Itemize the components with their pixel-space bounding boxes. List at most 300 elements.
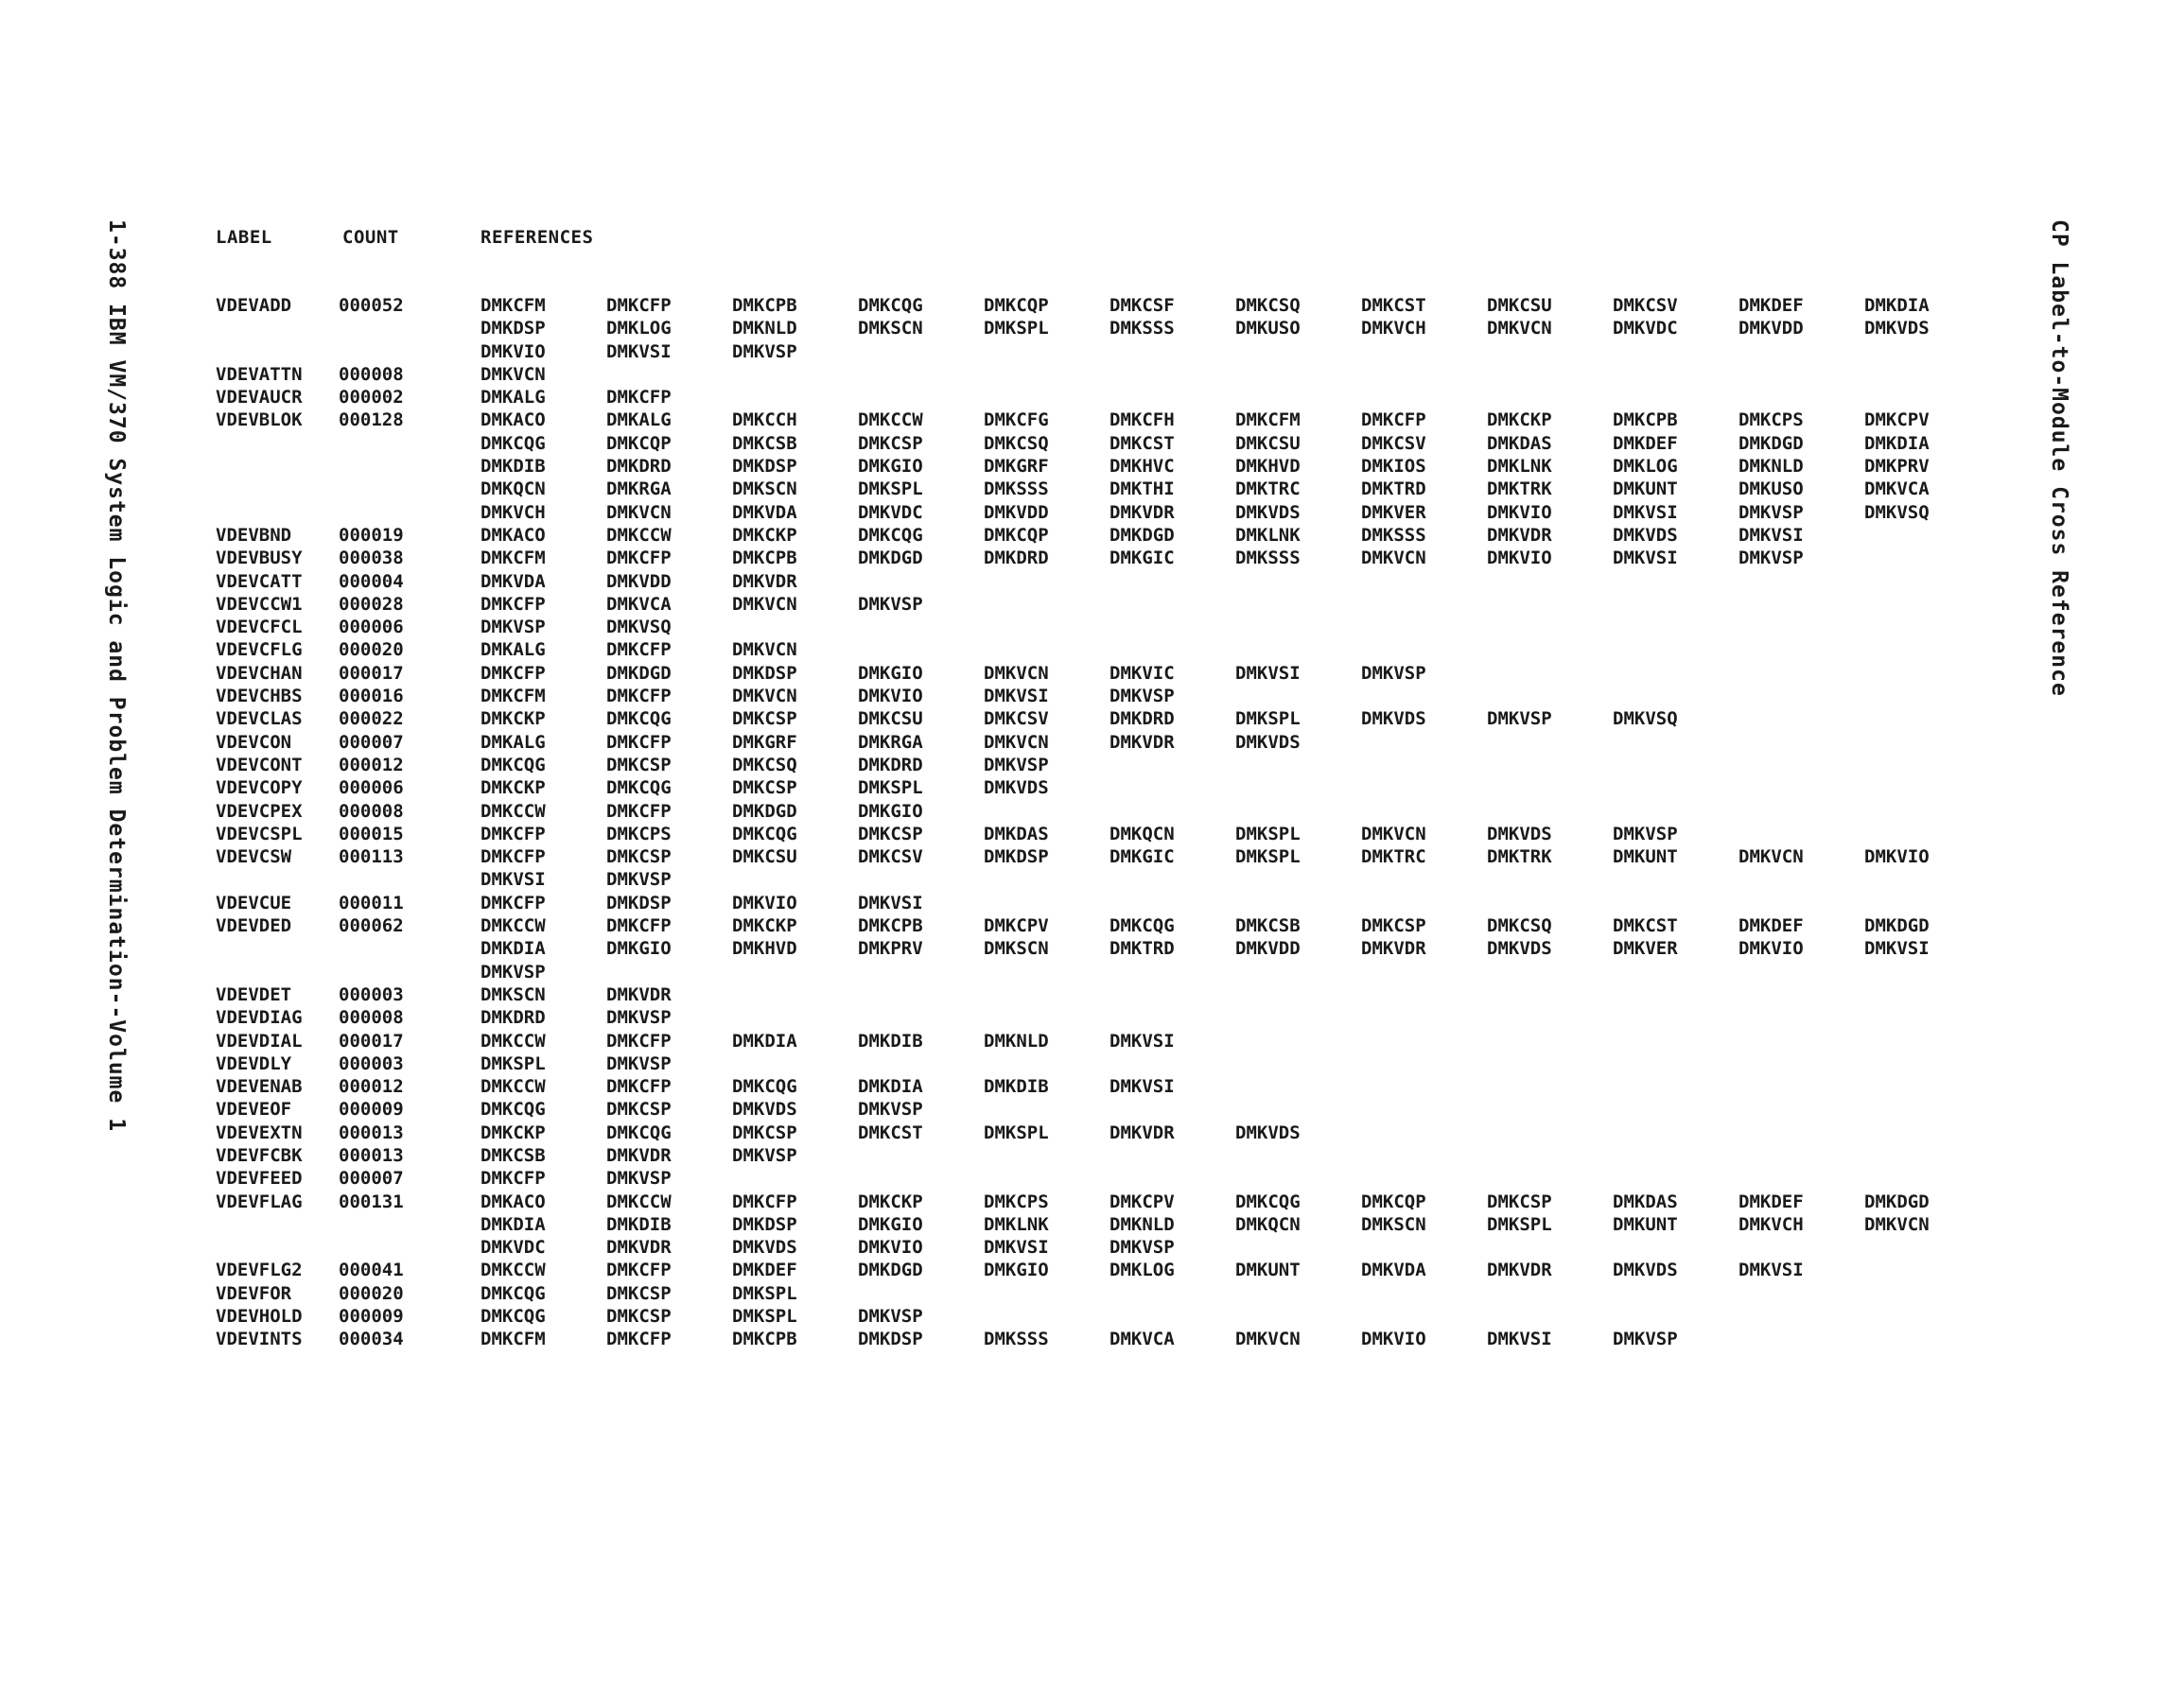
reference-module: DMKDIA (480, 938, 546, 960)
row-references (480, 1328, 1738, 1350)
reference-module: DMKVSQ (1864, 501, 1930, 523)
reference-module: DMKDSP (606, 892, 672, 913)
row-references (480, 294, 1990, 317)
reference-module: DMKVDR (1109, 731, 1175, 753)
reference-module: DMKGIC (1109, 548, 1175, 569)
table-row (216, 386, 1990, 409)
reference-module: DMKVCN (732, 593, 797, 615)
reference-module: DMKACO (480, 524, 546, 546)
table-row (216, 961, 1990, 983)
reference-module: DMKGIO (858, 800, 923, 822)
row-label: VDEVDIAG (216, 1007, 303, 1029)
row-label: VDEVCSW (216, 846, 292, 868)
row-label: VDEVINTS (216, 1329, 303, 1350)
reference-module: DMKCQG (858, 295, 923, 316)
row-count: 000011 (339, 892, 404, 913)
reference-module: DMKCCW (480, 1030, 546, 1052)
row-count: 000131 (339, 1191, 404, 1212)
reference-module: DMKVIO (1487, 548, 1552, 569)
reference-module: DMKCPS (984, 1191, 1049, 1212)
reference-module: DMKVIO (858, 1237, 923, 1259)
row-label (216, 501, 339, 524)
reference-module: DMKCSP (606, 754, 672, 775)
reference-module: DMKVDR (606, 983, 672, 1005)
table-row (216, 1098, 1990, 1121)
cross-reference-table (216, 294, 1990, 1351)
reference-module: DMKTRD (1109, 938, 1175, 960)
reference-module: DMKCFP (480, 593, 546, 615)
reference-module: DMKCQG (1235, 1191, 1301, 1212)
reference-module: DMKCPB (732, 295, 797, 316)
right-margin-title: CP Label-to-Module Cross Reference (2047, 219, 2071, 697)
reference-module: DMKCCW (480, 915, 546, 937)
reference-module: DMKDIA (1864, 295, 1930, 316)
row-label (216, 961, 339, 983)
row-references (480, 1075, 1235, 1098)
reference-module: DMKVSP (984, 754, 1049, 775)
reference-module: DMKVDR (606, 1144, 672, 1166)
reference-module: DMKVDS (1235, 731, 1301, 753)
reference-module: DMKCST (1613, 915, 1678, 937)
row-count (339, 1213, 480, 1236)
row-count: 000038 (339, 548, 404, 569)
row-label: VDEVCONT (216, 754, 303, 775)
reference-module: DMKCFM (480, 548, 546, 569)
reference-module: DMKVSI (1864, 938, 1930, 960)
reference-module: DMKVER (1361, 501, 1426, 523)
reference-module: DMKCQG (732, 823, 797, 844)
table-row (216, 524, 1990, 547)
reference-module: DMKVSI (1109, 1030, 1175, 1052)
row-label (216, 868, 339, 891)
reference-module: DMKSCN (984, 938, 1049, 960)
row-label: VDEVDED (216, 915, 292, 937)
row-references (480, 1052, 732, 1075)
reference-module: DMKCKP (480, 1122, 546, 1143)
reference-module: DMKVSI (1235, 662, 1301, 684)
reference-module: DMKVDS (732, 1099, 797, 1121)
reference-module: DMKQCN (1109, 823, 1175, 844)
reference-module: DMKVSI (1487, 1329, 1552, 1350)
table-row (216, 845, 1990, 868)
reference-module: DMKSCN (480, 983, 546, 1005)
left-margin-title: 1-388 IBM VM/370 System Logic and Problem Determination--Volume 1 (104, 219, 129, 1133)
table-row (216, 1259, 1990, 1281)
reference-module: DMKSPL (1487, 1213, 1552, 1235)
row-label: VDEVCPEX (216, 800, 303, 822)
reference-module: DMKVDA (480, 570, 546, 592)
reference-module: DMKVDS (1235, 501, 1301, 523)
reference-module: DMKNLD (984, 1030, 1049, 1052)
reference-module: DMKVCN (1235, 1329, 1301, 1350)
reference-module: DMKSCN (858, 318, 923, 339)
row-count: 000019 (339, 524, 404, 546)
reference-module: DMKCQP (984, 295, 1049, 316)
reference-module: DMKVSP (606, 1052, 672, 1074)
reference-module: DMKGRF (984, 456, 1049, 478)
table-row (216, 685, 1990, 707)
reference-module: DMKCKP (480, 777, 546, 799)
row-label: VDEVBND (216, 524, 292, 546)
reference-module: DMKTRC (1361, 846, 1426, 868)
reference-module: DMKCFP (606, 915, 672, 937)
reference-module: DMKCFP (606, 800, 672, 822)
row-references (480, 1098, 984, 1121)
reference-module: DMKTRK (1487, 846, 1552, 868)
reference-module: DMKVDC (480, 1237, 546, 1259)
reference-module: DMKVSP (606, 1007, 672, 1029)
row-references (480, 616, 732, 638)
reference-module: DMKVDS (1235, 1122, 1301, 1143)
reference-module: DMKVDS (1487, 938, 1552, 960)
reference-module: DMKCST (1361, 295, 1426, 316)
row-label: VDEVENAB (216, 1076, 303, 1098)
reference-module: DMKCSV (858, 846, 923, 868)
reference-module: DMKCPV (1109, 1191, 1175, 1212)
reference-module: DMKDGD (858, 1260, 923, 1281)
table-row (216, 294, 1990, 317)
table-row (216, 662, 1990, 685)
reference-module: DMKCPB (1613, 409, 1678, 431)
reference-module: DMKCQG (858, 524, 923, 546)
table-row (216, 1328, 1990, 1350)
row-label: VDEVATTN (216, 363, 303, 385)
row-label: VDEVCATT (216, 570, 303, 592)
row-label: VDEVDLY (216, 1052, 292, 1074)
row-references (480, 731, 1361, 754)
row-references (480, 363, 606, 386)
row-references (480, 638, 858, 661)
reference-module: DMKCSB (480, 1144, 546, 1166)
reference-module: DMKGIC (1109, 846, 1175, 868)
row-label: VDEVCFLG (216, 639, 303, 661)
table-row (216, 707, 1990, 730)
row-count: 000008 (339, 363, 404, 385)
reference-module: DMKDGD (1738, 432, 1804, 454)
reference-module: DMKCSP (858, 823, 923, 844)
reference-module: DMKCFP (606, 295, 672, 316)
reference-module: DMKVER (1613, 938, 1678, 960)
reference-module: DMKVIO (480, 340, 546, 362)
reference-module: DMKCPV (1864, 409, 1930, 431)
reference-module: DMKVCN (480, 363, 546, 385)
row-count: 000009 (339, 1099, 404, 1121)
reference-module: DMKVSQ (606, 617, 672, 638)
reference-module: DMKDIA (732, 1030, 797, 1052)
reference-module: DMKCSP (606, 1099, 672, 1121)
reference-module: DMKCQG (480, 1306, 546, 1328)
reference-module: DMKVDD (984, 501, 1049, 523)
row-references (480, 845, 1990, 868)
reference-module: DMKVSP (1738, 501, 1804, 523)
reference-module: DMKVDS (984, 777, 1049, 799)
row-count: 000062 (339, 915, 404, 937)
row-count: 000020 (339, 1282, 404, 1304)
reference-module: DMKVDA (1361, 1260, 1426, 1281)
reference-module: DMKCSV (1361, 432, 1426, 454)
header-references: REFERENCES (480, 227, 594, 248)
reference-module: DMKCQG (1109, 915, 1175, 937)
reference-module: DMKCQP (606, 432, 672, 454)
row-references (480, 1167, 732, 1190)
reference-module: DMKDSP (732, 456, 797, 478)
reference-module: DMKCFP (606, 686, 672, 707)
row-count (339, 868, 480, 891)
reference-module: DMKTRC (1235, 478, 1301, 500)
reference-module: DMKCSQ (1487, 915, 1552, 937)
reference-module: DMKVDS (1613, 524, 1678, 546)
row-references (480, 1305, 984, 1328)
table-row (216, 800, 1990, 823)
row-label: VDEVCLAS (216, 708, 303, 730)
row-count: 000003 (339, 983, 404, 1005)
row-count: 000015 (339, 823, 404, 844)
row-count: 000017 (339, 1030, 404, 1052)
reference-module: DMKCFP (480, 892, 546, 913)
table-row (216, 1030, 1990, 1052)
row-references (480, 1259, 1864, 1281)
reference-module: DMKVDS (1361, 708, 1426, 730)
row-label (216, 340, 339, 363)
reference-module: DMKSPL (732, 1282, 797, 1304)
reference-module: DMKVSP (858, 593, 923, 615)
reference-module: DMKVSP (732, 1144, 797, 1166)
row-label: VDEVCHAN (216, 662, 303, 684)
reference-module: DMKVCN (984, 731, 1049, 753)
row-label (216, 937, 339, 960)
reference-module: DMKHVD (732, 938, 797, 960)
table-row (216, 1191, 1990, 1213)
reference-module: DMKSSS (1109, 318, 1175, 339)
reference-module: DMKVCN (1864, 1213, 1930, 1235)
reference-module: DMKVDR (1487, 1260, 1552, 1281)
reference-module: DMKCQG (606, 708, 672, 730)
row-count (339, 432, 480, 455)
reference-module: DMKDRD (606, 456, 672, 478)
row-count (339, 1236, 480, 1259)
reference-module: DMKSPL (1235, 823, 1301, 844)
reference-module: DMKCQP (984, 524, 1049, 546)
reference-module: DMKVSI (984, 686, 1049, 707)
row-count (339, 501, 480, 524)
reference-module: DMKCKP (732, 524, 797, 546)
row-label: VDEVEOF (216, 1099, 292, 1121)
reference-module: DMKSPL (984, 318, 1049, 339)
reference-module: DMKCFH (1109, 409, 1175, 431)
reference-module: DMKVCA (606, 593, 672, 615)
reference-module: DMKGIO (858, 662, 923, 684)
row-references (480, 1122, 1361, 1144)
reference-module: DMKCFP (606, 387, 672, 409)
reference-module: DMKNLD (1109, 1213, 1175, 1235)
reference-module: DMKCCW (480, 1076, 546, 1098)
reference-module: DMKGIO (984, 1260, 1049, 1281)
table-row (216, 409, 1990, 431)
reference-module: DMKDIA (480, 1213, 546, 1235)
reference-module: DMKCSP (1487, 1191, 1552, 1212)
reference-module: DMKCSP (732, 708, 797, 730)
row-label: VDEVFOR (216, 1282, 292, 1304)
reference-module: DMKCSF (1109, 295, 1175, 316)
reference-module: DMKVSI (1613, 501, 1678, 523)
reference-module: DMKCQG (480, 1099, 546, 1121)
reference-module: DMKVSQ (1613, 708, 1678, 730)
reference-module: DMKSPL (480, 1052, 546, 1074)
row-references (480, 501, 1990, 524)
reference-module: DMKCFP (606, 731, 672, 753)
row-references (480, 914, 1990, 937)
header-label: LABEL (216, 227, 272, 248)
reference-module: DMKCSP (606, 846, 672, 868)
reference-module: DMKDEF (1738, 295, 1804, 316)
reference-module: DMKVCN (1361, 823, 1426, 844)
row-label: VDEVFLG2 (216, 1260, 303, 1281)
table-row (216, 547, 1990, 569)
reference-module: DMKSCN (1361, 1213, 1426, 1235)
table-row (216, 892, 1990, 914)
row-count: 000028 (339, 593, 404, 615)
table-row (216, 570, 1990, 593)
row-label (216, 1213, 339, 1236)
reference-module: DMKCFM (480, 1329, 546, 1350)
row-label (216, 1236, 339, 1259)
reference-module: DMKCCW (606, 1191, 672, 1212)
reference-module: DMKVDC (1613, 318, 1678, 339)
reference-module: DMKCFP (480, 823, 546, 844)
reference-module: DMKTHI (1109, 478, 1175, 500)
row-references (480, 1213, 1990, 1236)
table-row (216, 1236, 1990, 1259)
row-label: VDEVFLAG (216, 1191, 303, 1212)
reference-module: DMKDRD (1109, 708, 1175, 730)
row-references (480, 868, 732, 891)
reference-module: DMKCKP (858, 1191, 923, 1212)
reference-module: DMKDRD (480, 1007, 546, 1029)
reference-module: DMKVDS (732, 1237, 797, 1259)
reference-module: DMKDEF (1613, 432, 1678, 454)
reference-module: DMKVSP (480, 617, 546, 638)
reference-module: DMKCPB (732, 1329, 797, 1350)
table-row (216, 1213, 1990, 1236)
reference-module: DMKLNK (1487, 456, 1552, 478)
reference-module: DMKVSI (1738, 524, 1804, 546)
reference-module: DMKCFP (606, 639, 672, 661)
reference-module: DMKVDR (1361, 938, 1426, 960)
reference-module: DMKDEF (732, 1260, 797, 1281)
reference-module: DMKDSP (984, 846, 1049, 868)
row-references (480, 961, 606, 983)
row-references (480, 685, 1235, 707)
reference-module: DMKCSB (1235, 915, 1301, 937)
reference-module: DMKVIO (1361, 1329, 1426, 1350)
reference-module: DMKVCN (732, 686, 797, 707)
table-row (216, 363, 1990, 386)
reference-module: DMKGIO (606, 938, 672, 960)
row-label (216, 455, 339, 478)
reference-module: DMKLOG (1613, 456, 1678, 478)
reference-module: DMKCPS (606, 823, 672, 844)
reference-module: DMKDEF (1738, 1191, 1804, 1212)
reference-module: DMKVDR (732, 570, 797, 592)
reference-module: DMKDGD (1109, 524, 1175, 546)
reference-module: DMKQCN (1235, 1213, 1301, 1235)
table-row (216, 1144, 1990, 1167)
row-label: VDEVEXTN (216, 1122, 303, 1143)
reference-module: DMKCKP (732, 915, 797, 937)
reference-module: DMKCSQ (1235, 295, 1301, 316)
reference-module: DMKSPL (858, 777, 923, 799)
reference-module: DMKQCN (480, 478, 546, 500)
row-references (480, 1236, 1235, 1259)
row-count: 000016 (339, 686, 404, 707)
table-row (216, 501, 1990, 524)
reference-module: DMKVSP (480, 961, 546, 983)
reference-module: DMKCKP (480, 708, 546, 730)
table-row (216, 731, 1990, 754)
table-row (216, 868, 1990, 891)
table-row (216, 1282, 1990, 1305)
row-references (480, 776, 1109, 799)
reference-module: DMKVSI (984, 1237, 1049, 1259)
reference-module: DMKVCN (1738, 846, 1804, 868)
reference-module: DMKDSP (732, 1213, 797, 1235)
row-label: VDEVBLOK (216, 409, 303, 431)
row-label: VDEVDET (216, 983, 292, 1005)
reference-module: DMKUNT (1613, 1213, 1678, 1235)
row-count: 000007 (339, 731, 404, 753)
reference-module: DMKDAS (1613, 1191, 1678, 1212)
reference-module: DMKVSP (1738, 548, 1804, 569)
reference-module: DMKALG (480, 639, 546, 661)
reference-module: DMKVIC (1109, 662, 1175, 684)
reference-module: DMKACO (480, 1191, 546, 1212)
row-label: VDEVCSPL (216, 823, 303, 844)
reference-module: DMKDAS (984, 823, 1049, 844)
reference-module: DMKCQG (606, 1122, 672, 1143)
reference-module: DMKCKP (1487, 409, 1552, 431)
reference-module: DMKLNK (984, 1213, 1049, 1235)
reference-module: DMKCSP (858, 432, 923, 454)
reference-module: DMKVCA (1864, 478, 1930, 500)
table-row (216, 593, 1990, 616)
row-references (480, 1144, 858, 1167)
row-references (480, 754, 1109, 776)
reference-module: DMKVSI (858, 892, 923, 913)
reference-module: DMKCSQ (984, 432, 1049, 454)
reference-module: DMKLOG (1109, 1260, 1175, 1281)
row-references (480, 409, 1990, 431)
row-label: VDEVDIAL (216, 1030, 303, 1052)
reference-module: DMKVDC (858, 501, 923, 523)
reference-module: DMKVCN (606, 501, 672, 523)
reference-module: DMKCSP (606, 1282, 672, 1304)
row-references (480, 386, 732, 409)
row-count: 000002 (339, 387, 404, 409)
reference-module: DMKDRD (984, 548, 1049, 569)
reference-module: DMKVCH (1738, 1213, 1804, 1235)
reference-module: DMKCFP (606, 1329, 672, 1350)
row-count (339, 340, 480, 363)
reference-module: DMKCSU (732, 846, 797, 868)
reference-module: DMKRGA (858, 731, 923, 753)
reference-module: DMKALG (480, 731, 546, 753)
reference-module: DMKVSP (606, 1168, 672, 1190)
reference-module: DMKVCH (1361, 318, 1426, 339)
reference-module: DMKVCN (984, 662, 1049, 684)
table-row (216, 1122, 1990, 1144)
row-count: 000004 (339, 570, 404, 592)
reference-module: DMKVDS (1864, 318, 1930, 339)
